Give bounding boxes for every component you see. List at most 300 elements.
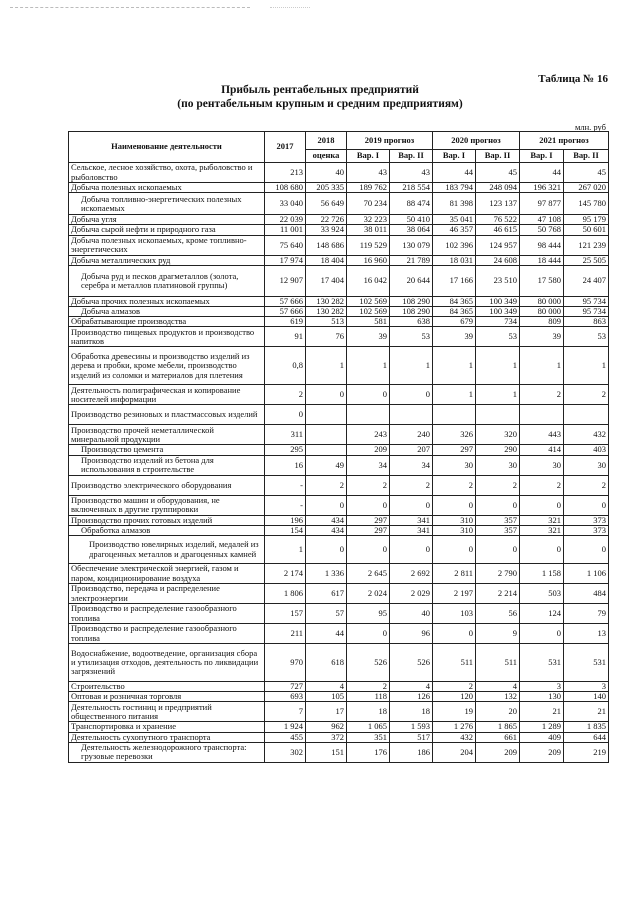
value-cell: 432 — [433, 732, 476, 742]
profit-table — [68, 131, 609, 763]
value-cell: 75 640 — [265, 235, 306, 255]
value-cell: 617 — [306, 584, 347, 604]
value-cell: 44 — [520, 163, 564, 183]
value-cell: 326 — [433, 425, 476, 445]
scan-artifact — [270, 7, 310, 8]
value-cell: 0 — [476, 495, 520, 515]
activity-name-cell: Деятельность железнодорожного транспорта: грузовые перевозки — [69, 742, 265, 762]
value-cell: 16 042 — [347, 265, 390, 296]
value-cell: 484 — [564, 584, 609, 604]
value-cell: 53 — [390, 327, 433, 347]
unit-label: млн. руб — [574, 122, 606, 132]
value-cell: 108 290 — [390, 307, 433, 317]
value-cell: 434 — [306, 515, 347, 525]
value-cell: 102 569 — [347, 296, 390, 306]
value-cell: 679 — [433, 317, 476, 327]
value-cell: 53 — [564, 327, 609, 347]
value-cell: 30 — [564, 455, 609, 475]
value-cell: 1 065 — [347, 722, 390, 732]
value-cell: 2 214 — [476, 584, 520, 604]
header-2018: 2018 — [306, 132, 347, 150]
value-cell: 96 — [390, 624, 433, 644]
value-cell: 243 — [347, 425, 390, 445]
value-cell: 409 — [520, 732, 564, 742]
value-cell: 0 — [433, 495, 476, 515]
value-cell: 38 064 — [390, 225, 433, 235]
value-cell: 16 — [265, 455, 306, 475]
table-row — [69, 215, 609, 225]
value-cell: 2 — [306, 475, 347, 495]
value-cell: 132 — [476, 692, 520, 702]
value-cell: 76 522 — [476, 215, 520, 225]
value-cell: 176 — [347, 742, 390, 762]
value-cell: 12 907 — [265, 265, 306, 296]
value-cell: 81 398 — [433, 193, 476, 215]
value-cell: 24 407 — [564, 265, 609, 296]
value-cell: 0 — [347, 495, 390, 515]
value-cell — [390, 405, 433, 425]
value-cell: 20 — [476, 702, 520, 722]
value-cell: 102 569 — [347, 307, 390, 317]
activity-name-cell: Производство и распределение газообразного топлива — [69, 624, 265, 644]
value-cell: 0 — [347, 385, 390, 405]
value-cell — [306, 405, 347, 425]
value-cell: 30 — [520, 455, 564, 475]
value-cell: 209 — [476, 742, 520, 762]
activity-name-cell: Производство прочих готовых изделий — [69, 515, 265, 525]
value-cell: 2 811 — [433, 564, 476, 584]
value-cell: 24 608 — [476, 255, 520, 265]
value-cell: 56 — [476, 604, 520, 624]
value-cell: 321 — [520, 515, 564, 525]
value-cell: 1 — [520, 347, 564, 385]
value-cell: 248 094 — [476, 183, 520, 193]
value-cell: 11 001 — [265, 225, 306, 235]
value-cell: 49 — [306, 455, 347, 475]
activity-name-cell: Деятельность сухопутного транспорта — [69, 732, 265, 742]
value-cell: 119 529 — [347, 235, 390, 255]
value-cell: 84 365 — [433, 296, 476, 306]
activity-name-cell: Добыча алмазов — [69, 307, 265, 317]
value-cell: 196 321 — [520, 183, 564, 193]
value-cell: 100 349 — [476, 296, 520, 306]
value-cell: 970 — [265, 644, 306, 682]
header-2019-forecast: 2019 прогноз — [347, 132, 433, 150]
value-cell: 297 — [347, 525, 390, 535]
value-cell: 105 — [306, 692, 347, 702]
value-cell: 130 282 — [306, 307, 347, 317]
value-cell: 7 — [265, 702, 306, 722]
table-row — [69, 604, 609, 624]
value-cell: 1 336 — [306, 564, 347, 584]
value-cell: 455 — [265, 732, 306, 742]
value-cell: 2 197 — [433, 584, 476, 604]
value-cell: 403 — [564, 445, 609, 455]
value-cell: 1 106 — [564, 564, 609, 584]
value-cell: 151 — [306, 742, 347, 762]
value-cell: 240 — [390, 425, 433, 445]
value-cell: 80 000 — [520, 307, 564, 317]
value-cell: 310 — [433, 515, 476, 525]
value-cell — [520, 405, 564, 425]
activity-name-cell: Оптовая и розничная торговля — [69, 692, 265, 702]
header-var-1: Вар. I — [520, 150, 564, 163]
activity-name-cell: Производство, передача и распределение электроэнергии — [69, 584, 265, 604]
value-cell: 84 365 — [433, 307, 476, 317]
value-cell: 618 — [306, 644, 347, 682]
value-cell: 693 — [265, 692, 306, 702]
value-cell: - — [265, 495, 306, 515]
activity-name-cell: Деятельность гостиниц и предприятий общественного питания — [69, 702, 265, 722]
value-cell: 17 580 — [520, 265, 564, 296]
header-estimate: оценка — [306, 150, 347, 163]
value-cell: 644 — [564, 732, 609, 742]
value-cell — [433, 405, 476, 425]
value-cell: 50 410 — [390, 215, 433, 225]
table-row — [69, 732, 609, 742]
value-cell: 1 — [390, 347, 433, 385]
value-cell: 619 — [265, 317, 306, 327]
table-row — [69, 163, 609, 183]
value-cell: 53 — [476, 327, 520, 347]
value-cell: 38 011 — [347, 225, 390, 235]
value-cell: 1 865 — [476, 722, 520, 732]
table-row — [69, 445, 609, 455]
value-cell: 189 762 — [347, 183, 390, 193]
value-cell: 302 — [265, 742, 306, 762]
value-cell: 1 289 — [520, 722, 564, 732]
value-cell: 311 — [265, 425, 306, 445]
value-cell: 2 024 — [347, 584, 390, 604]
value-cell: 531 — [520, 644, 564, 682]
value-cell: 46 615 — [476, 225, 520, 235]
value-cell: 40 — [390, 604, 433, 624]
header-var-2: Вар. II — [476, 150, 520, 163]
header-var-2: Вар. II — [390, 150, 433, 163]
value-cell: 204 — [433, 742, 476, 762]
activity-name-cell: Добыча топливно-энергетических полезных ископаемых — [69, 193, 265, 215]
table-row — [69, 644, 609, 682]
activity-name-cell: Производство прочей неметаллической минеральной продукции — [69, 425, 265, 445]
value-cell: 1 — [476, 385, 520, 405]
value-cell: 2 — [265, 385, 306, 405]
table-row — [69, 265, 609, 296]
table-row — [69, 235, 609, 255]
value-cell: 44 — [433, 163, 476, 183]
value-cell: 43 — [347, 163, 390, 183]
value-cell: 79 — [564, 604, 609, 624]
value-cell: 1 835 — [564, 722, 609, 732]
value-cell: 414 — [520, 445, 564, 455]
value-cell: 2 — [520, 385, 564, 405]
value-cell: 0 — [306, 495, 347, 515]
value-cell: 18 031 — [433, 255, 476, 265]
value-cell: 209 — [347, 445, 390, 455]
value-cell: 661 — [476, 732, 520, 742]
activity-name-cell: Производство резиновых и пластмассовых изделий — [69, 405, 265, 425]
value-cell: 45 — [476, 163, 520, 183]
header-2017: 2017 — [265, 132, 306, 163]
value-cell: 103 — [433, 604, 476, 624]
value-cell: 91 — [265, 327, 306, 347]
value-cell: 130 282 — [306, 296, 347, 306]
value-cell: 2 692 — [390, 564, 433, 584]
value-cell: 2 — [433, 682, 476, 692]
value-cell: 0 — [306, 536, 347, 564]
document-title — [0, 84, 640, 111]
activity-name-cell: Производство и распределение газообразного топлива — [69, 604, 265, 624]
value-cell: 1 — [347, 347, 390, 385]
value-cell: 2 — [476, 475, 520, 495]
value-cell: 130 — [520, 692, 564, 702]
value-cell: 341 — [390, 525, 433, 535]
table-row — [69, 682, 609, 692]
value-cell: 34 — [347, 455, 390, 475]
value-cell: 4 — [306, 682, 347, 692]
value-cell: 0 — [564, 536, 609, 564]
value-cell: 0 — [390, 385, 433, 405]
value-cell: 108 290 — [390, 296, 433, 306]
value-cell: 88 474 — [390, 193, 433, 215]
value-cell: 95 734 — [564, 296, 609, 306]
activity-name-cell: Обработка алмазов — [69, 525, 265, 535]
value-cell: 434 — [306, 525, 347, 535]
value-cell: 126 — [390, 692, 433, 702]
value-cell: 207 — [390, 445, 433, 455]
value-cell: 16 960 — [347, 255, 390, 265]
value-cell: 47 108 — [520, 215, 564, 225]
value-cell: 734 — [476, 317, 520, 327]
value-cell: 4 — [390, 682, 433, 692]
value-cell: 32 223 — [347, 215, 390, 225]
activity-name-cell: Производство машин и оборудования, не включенных в другие группировки — [69, 495, 265, 515]
table-row — [69, 624, 609, 644]
value-cell: 1 276 — [433, 722, 476, 732]
value-cell: 638 — [390, 317, 433, 327]
activity-name-cell: Деятельность полиграфическая и копирование носителей информации — [69, 385, 265, 405]
table-row — [69, 702, 609, 722]
value-cell: 511 — [433, 644, 476, 682]
table-row — [69, 475, 609, 495]
value-cell: 183 794 — [433, 183, 476, 193]
value-cell: 863 — [564, 317, 609, 327]
value-cell — [564, 405, 609, 425]
value-cell: 2 — [347, 682, 390, 692]
value-cell: 102 396 — [433, 235, 476, 255]
table-row — [69, 296, 609, 306]
value-cell: 18 — [390, 702, 433, 722]
value-cell: 310 — [433, 525, 476, 535]
value-cell: 154 — [265, 525, 306, 535]
value-cell: 17 — [306, 702, 347, 722]
value-cell: 21 789 — [390, 255, 433, 265]
header-var-2: Вар. II — [564, 150, 609, 163]
value-cell: 1 — [306, 347, 347, 385]
value-cell: 22 726 — [306, 215, 347, 225]
value-cell: 1 — [564, 347, 609, 385]
table-row — [69, 722, 609, 732]
value-cell: 21 — [520, 702, 564, 722]
table-row — [69, 183, 609, 193]
value-cell: 1 — [476, 347, 520, 385]
value-cell: 3 — [520, 682, 564, 692]
table-number: Таблица № 16 — [538, 73, 608, 85]
value-cell: 1 806 — [265, 584, 306, 604]
table-row — [69, 317, 609, 327]
table-row — [69, 347, 609, 385]
value-cell: 9 — [476, 624, 520, 644]
table-row — [69, 307, 609, 317]
value-cell: 443 — [520, 425, 564, 445]
value-cell: 218 554 — [390, 183, 433, 193]
value-cell: 351 — [347, 732, 390, 742]
value-cell: 123 137 — [476, 193, 520, 215]
value-cell: 57 — [306, 604, 347, 624]
header-var-1: Вар. I — [347, 150, 390, 163]
table-row — [69, 584, 609, 604]
title-line-2: (по рентабельным крупным и средним предприятиям) — [177, 97, 463, 110]
value-cell: 809 — [520, 317, 564, 327]
header-activity-name: Наименование деятельности — [69, 132, 265, 163]
activity-name-cell: Производство ювелирных изделий, медалей из драгоценных металлов и драгоценных камней — [69, 536, 265, 564]
activity-name-cell: Сельское, лесное хозяйство, охота, рыболовство и рыболовство — [69, 163, 265, 183]
header-2020-forecast: 2020 прогноз — [433, 132, 520, 150]
value-cell: 23 510 — [476, 265, 520, 296]
value-cell: 121 239 — [564, 235, 609, 255]
value-cell: 1 — [433, 347, 476, 385]
activity-name-cell: Производство пищевых продуктов и производство напитков — [69, 327, 265, 347]
table-row — [69, 495, 609, 515]
value-cell: 196 — [265, 515, 306, 525]
value-cell: 1 158 — [520, 564, 564, 584]
value-cell: 267 020 — [564, 183, 609, 193]
value-cell: 341 — [390, 515, 433, 525]
value-cell: 145 780 — [564, 193, 609, 215]
header-var-1: Вар. I — [433, 150, 476, 163]
value-cell: 2 — [433, 475, 476, 495]
value-cell: 290 — [476, 445, 520, 455]
value-cell — [347, 405, 390, 425]
value-cell: 108 680 — [265, 183, 306, 193]
value-cell: 357 — [476, 515, 520, 525]
value-cell: 33 040 — [265, 193, 306, 215]
value-cell: 18 — [347, 702, 390, 722]
header-2021-forecast: 2021 прогноз — [520, 132, 609, 150]
activity-name-cell: Добыча полезных ископаемых — [69, 183, 265, 193]
value-cell: 513 — [306, 317, 347, 327]
activity-name-cell: Производство цемента — [69, 445, 265, 455]
value-cell: 17 404 — [306, 265, 347, 296]
value-cell: 25 505 — [564, 255, 609, 265]
value-cell: 43 — [390, 163, 433, 183]
value-cell: 34 — [390, 455, 433, 475]
value-cell: 0 — [347, 536, 390, 564]
value-cell: 35 041 — [433, 215, 476, 225]
activity-name-cell: Добыча сырой нефти и природного газа — [69, 225, 265, 235]
value-cell: 2 — [564, 475, 609, 495]
value-cell: 432 — [564, 425, 609, 445]
value-cell: 40 — [306, 163, 347, 183]
activity-name-cell: Производство электрического оборудования — [69, 475, 265, 495]
value-cell: 39 — [520, 327, 564, 347]
value-cell: 1 924 — [265, 722, 306, 732]
value-cell: 0 — [476, 536, 520, 564]
value-cell: 100 349 — [476, 307, 520, 317]
value-cell: 17 974 — [265, 255, 306, 265]
table-row — [69, 327, 609, 347]
value-cell: 95 734 — [564, 307, 609, 317]
value-cell: 45 — [564, 163, 609, 183]
table-row — [69, 564, 609, 584]
value-cell: 2 790 — [476, 564, 520, 584]
activity-name-cell: Добыча угля — [69, 215, 265, 225]
value-cell: 357 — [476, 525, 520, 535]
value-cell: 22 039 — [265, 215, 306, 225]
value-cell: 13 — [564, 624, 609, 644]
value-cell: 19 — [433, 702, 476, 722]
value-cell: 0 — [390, 495, 433, 515]
value-cell: 1 — [265, 536, 306, 564]
value-cell: 57 666 — [265, 296, 306, 306]
value-cell: 0 — [433, 624, 476, 644]
value-cell: 17 166 — [433, 265, 476, 296]
value-cell: 2 — [520, 475, 564, 495]
activity-name-cell: Обеспечение электрической энергией, газом и паром, кондиционирование воздуха — [69, 564, 265, 584]
value-cell: 0 — [265, 405, 306, 425]
value-cell: 98 444 — [520, 235, 564, 255]
value-cell: 209 — [520, 742, 564, 762]
value-cell: 531 — [564, 644, 609, 682]
value-cell: 0 — [390, 536, 433, 564]
value-cell: 727 — [265, 682, 306, 692]
value-cell: 120 — [433, 692, 476, 702]
value-cell: 2 — [347, 475, 390, 495]
value-cell: 46 357 — [433, 225, 476, 235]
value-cell: 118 — [347, 692, 390, 702]
value-cell: 962 — [306, 722, 347, 732]
value-cell: 0 — [306, 385, 347, 405]
activity-name-cell: Добыча прочих полезных ископаемых — [69, 296, 265, 306]
value-cell: 511 — [476, 644, 520, 682]
value-cell: 321 — [520, 525, 564, 535]
activity-name-cell: Добыча руд и песков драгметаллов (золота, серебра и металлов платиновой группы) — [69, 265, 265, 296]
value-cell: 140 — [564, 692, 609, 702]
value-cell: 0 — [347, 624, 390, 644]
value-cell: 80 000 — [520, 296, 564, 306]
table-row — [69, 225, 609, 235]
value-cell: 213 — [265, 163, 306, 183]
activity-name-cell: Добыча полезных ископаемых, кроме топливно-энергетических — [69, 235, 265, 255]
value-cell: 148 686 — [306, 235, 347, 255]
table-row — [69, 255, 609, 265]
value-cell: 4 — [476, 682, 520, 692]
value-cell: 297 — [433, 445, 476, 455]
value-cell: 0 — [520, 624, 564, 644]
value-cell — [306, 445, 347, 455]
value-cell: 20 644 — [390, 265, 433, 296]
value-cell: 18 444 — [520, 255, 564, 265]
value-cell: 76 — [306, 327, 347, 347]
value-cell: 526 — [347, 644, 390, 682]
value-cell: 124 957 — [476, 235, 520, 255]
value-cell: 372 — [306, 732, 347, 742]
table-row — [69, 692, 609, 702]
scan-artifact — [10, 7, 250, 8]
value-cell: 0,8 — [265, 347, 306, 385]
value-cell: 3 — [564, 682, 609, 692]
table-row — [69, 385, 609, 405]
value-cell: 526 — [390, 644, 433, 682]
